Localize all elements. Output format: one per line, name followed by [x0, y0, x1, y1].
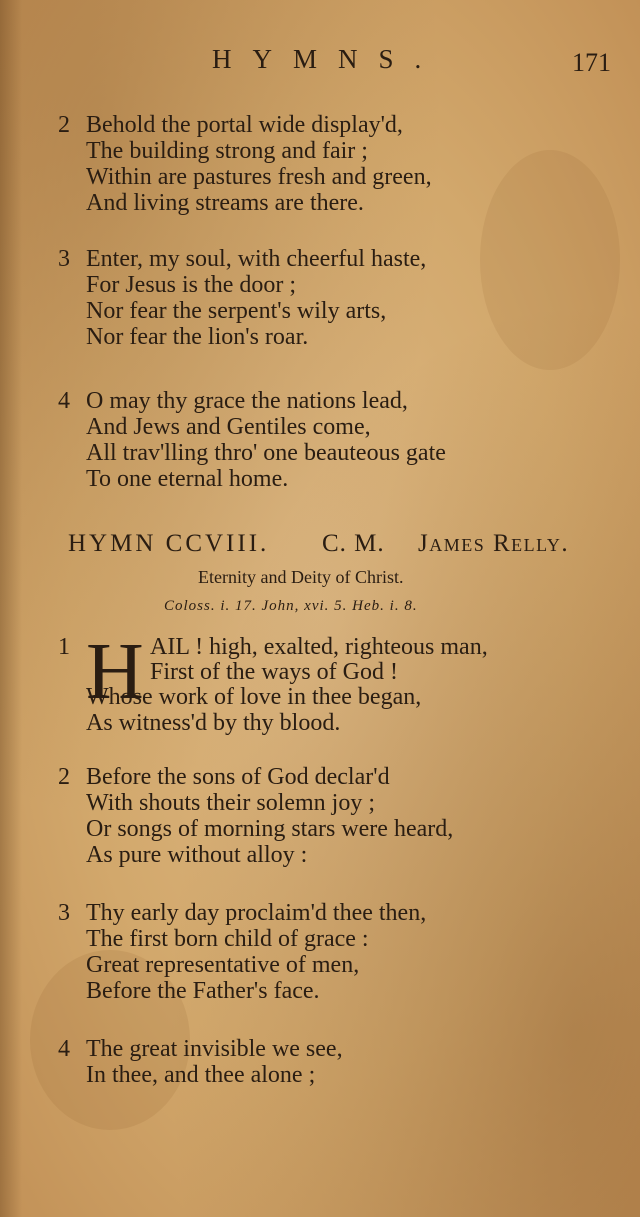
hymn-meter: C. M. [322, 530, 385, 557]
stanza-number: 4 [58, 1036, 70, 1062]
verse-line: Before the sons of God declar'd [86, 764, 390, 790]
hymn-author: James Relly. [418, 530, 570, 557]
verse-line: Before the Father's face. [86, 978, 320, 1004]
verse-line: Great representative of men, [86, 952, 360, 978]
verse-line: Thy early day proclaim'd thee then, [86, 900, 427, 926]
drop-cap: H [86, 628, 144, 716]
scripture-references: Coloss. i. 17. John, xvi. 5. Heb. i. 8. [164, 598, 418, 614]
page-number: 171 [572, 48, 611, 77]
verse-line: Whose work of love in thee began, [86, 684, 422, 710]
verse-line: To one eternal home. [86, 466, 289, 492]
stanza-number: 2 [58, 112, 70, 138]
verse-line: All trav'lling thro' one beauteous gate [86, 440, 446, 466]
verse-line: O may thy grace the nations lead, [86, 388, 408, 414]
verse-line: Nor fear the serpent's wily arts, [86, 298, 387, 324]
verse-line: The first born child of grace : [86, 926, 369, 952]
stanza-number: 4 [58, 388, 70, 414]
verse-line: And living streams are there. [86, 190, 364, 216]
verse-line: Or songs of morning stars were heard, [86, 816, 454, 842]
stanza-number: 3 [58, 246, 70, 272]
verse-line: In thee, and thee alone ; [86, 1062, 316, 1088]
verse-line: Within are pastures fresh and green, [86, 164, 432, 190]
verse-line: As witness'd by thy blood. [86, 710, 341, 736]
verse-line: With shouts their solemn joy ; [86, 790, 376, 816]
running-title: HYMNS. [212, 44, 443, 74]
verse-line: The great invisible we see, [86, 1036, 343, 1062]
verse-line: For Jesus is the door ; [86, 272, 296, 298]
verse-line: Enter, my soul, with cheerful haste, [86, 246, 427, 272]
stanza-number: 3 [58, 900, 70, 926]
hymn-title: HYMN CCVIII. [68, 530, 270, 557]
verse-line: As pure without alloy : [86, 842, 308, 868]
hymn-subject: Eternity and Deity of Christ. [198, 567, 404, 587]
verse-line: AIL ! high, exalted, righteous man, [150, 634, 488, 660]
verse-line: The building strong and fair ; [86, 138, 368, 164]
paper-stain [480, 150, 620, 370]
running-head [0, 44, 640, 84]
verse-line: First of the ways of God ! [150, 659, 398, 685]
stanza-number: 2 [58, 764, 70, 790]
verse-line: Nor fear the lion's roar. [86, 324, 309, 350]
verse-line: Behold the portal wide display'd, [86, 112, 403, 138]
stanza-number: 1 [58, 634, 70, 660]
verse-line: And Jews and Gentiles come, [86, 414, 371, 440]
